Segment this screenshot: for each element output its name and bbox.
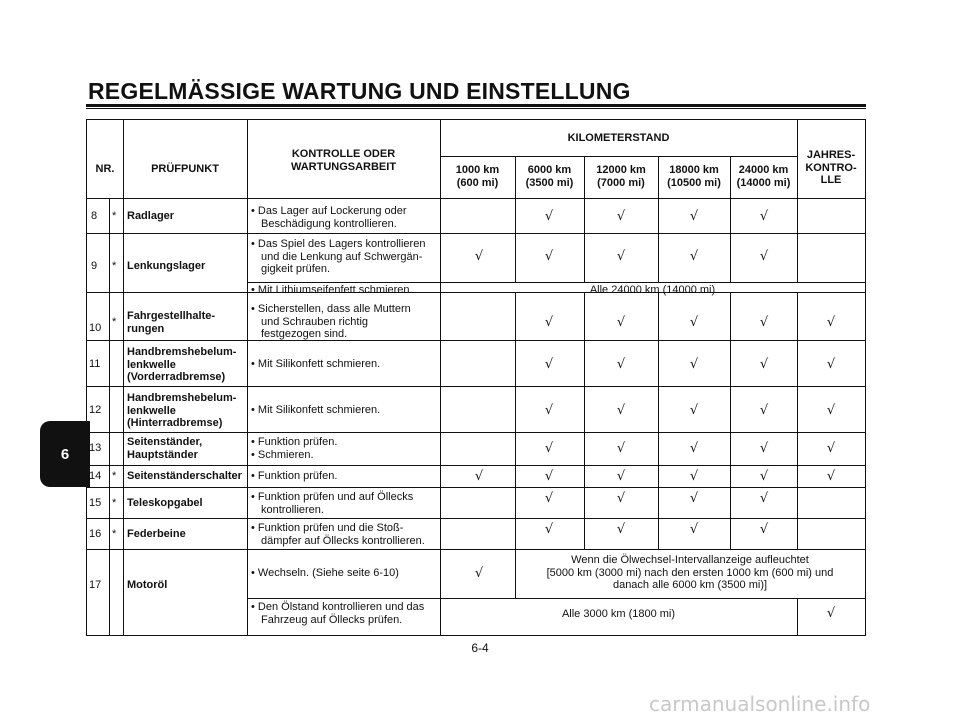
km-value: 24000 km [738,164,789,176]
action-line: • Das Spiel des Lagers kontrollieren [251,238,426,250]
check-mark: √ [826,315,836,330]
check-mark: √ [616,315,626,330]
item-line: (Hinterradbremse) [127,417,223,429]
interval-note: Alle 24000 km (14000 mi) [589,284,716,296]
row-nr: 14 [89,470,102,482]
row-star: * [112,470,117,482]
row-nr: 8 [91,210,98,222]
check-mark: √ [616,469,626,484]
grid-line [797,598,798,636]
row-star: * [112,497,117,509]
grid-line [87,465,865,466]
header-km-col [440,164,515,189]
check-mark: √ [544,209,554,224]
grid-line [87,386,865,387]
row-action [251,491,413,516]
grid-line [87,518,865,519]
check-mark: √ [689,441,699,456]
item-line: (Vorderradbremse) [127,371,226,383]
item-line: Seitenständer, [127,436,203,448]
km-value: 12000 km [596,164,646,176]
row-action: • Mit Silikonfett schmieren. [251,358,381,370]
item-line: Fahrgestellhalte- [127,310,216,322]
item-line: lenkwelle [127,358,176,371]
check-mark: √ [544,469,554,484]
grid-line [87,432,865,433]
row-star: * [112,316,117,328]
check-mark: √ [826,441,836,456]
title-rule [86,104,866,107]
row-nr: 15 [89,497,102,509]
row-item: Seitenständerschalter [127,470,242,482]
row-action: • Wechseln. (Siehe seite 6-10) [251,567,399,579]
check-mark: √ [689,469,699,484]
grid-line [247,282,865,283]
row-item [127,310,215,335]
header-km-col [658,164,730,189]
page-number: 6-4 [471,641,489,655]
check-mark: √ [826,403,836,418]
check-mark: √ [689,403,699,418]
row-nr: 11 [89,358,101,370]
header-jahres [797,149,865,187]
action-line: kontrollieren. [261,503,324,516]
header-kontrolle-line: KONTROLLE ODER [291,148,396,160]
check-mark: √ [474,566,484,581]
km-value: 6000 km [527,164,572,176]
row-nr: 10 [89,322,102,334]
action-line: und Schrauben richtig [261,315,369,328]
check-mark: √ [759,249,769,264]
action-line: Fahrzeug auf Öllecks prüfen. [261,613,403,626]
check-mark: √ [759,441,769,456]
check-mark: √ [689,491,699,506]
grid-line [658,292,659,549]
check-mark: √ [544,441,554,456]
grid-line [584,292,585,549]
row-item: Radlager [127,210,175,222]
row-action [251,238,425,276]
action-line: dämpfer auf Öllecks kontrollieren. [261,534,425,547]
maintenance-table [86,119,866,636]
grid-line [247,598,865,599]
header-nr: NR. [95,163,115,175]
action-line: • Schmieren. [251,448,314,461]
row-action: • Funktion prüfen. [251,470,338,482]
row-item [127,392,236,430]
check-mark: √ [616,209,626,224]
check-mark: √ [689,522,699,537]
row-item: Motoröl [127,579,168,591]
check-mark: √ [616,522,626,537]
mi-value: (10500 mi) [667,176,721,189]
mi-value: (7000 mi) [597,176,645,189]
action-line: • Funktion prüfen. [251,436,338,448]
row-nr: 17 [89,579,102,591]
header-km-col [515,164,584,189]
check-mark: √ [759,491,769,506]
grid-line [797,120,798,282]
header-km-col [584,164,658,189]
mi-value: (14000 mi) [736,176,791,189]
grid-line [87,340,865,341]
check-mark: √ [759,469,769,484]
check-mark: √ [689,357,699,372]
action-line: gigkeit prüfen. [261,263,331,275]
check-mark: √ [759,522,769,537]
action-line: Beschädigung kontrollieren. [261,217,397,230]
check-mark: √ [759,403,769,418]
check-mark: √ [689,315,699,330]
grid-line [730,292,731,549]
mi-value: (3500 mi) [525,176,574,189]
row-action [251,522,425,547]
header-pruefpunkt: PRÜFPUNKT [151,163,219,175]
row-nr: 12 [89,404,102,416]
row-item: Teleskopgabel [127,497,203,509]
item-line: Handbremshebelum- [127,346,237,358]
grid-line [440,156,797,157]
interval-note [515,554,865,592]
check-mark: √ [616,403,626,418]
check-mark: √ [689,209,699,224]
title-rule-thin [86,108,866,109]
grid-line [109,198,110,636]
header-kilometerstand: KILOMETERSTAND [567,132,670,144]
row-action [251,205,407,230]
action-line: • Den Ölstand kontrollieren und das [251,601,425,613]
check-mark: √ [474,249,484,264]
row-item: Federbeine [127,528,186,540]
grid-line [87,198,865,199]
check-mark: √ [616,441,626,456]
item-line: Handbremshebelum- [127,392,237,404]
item-line: rungen [127,322,165,335]
header-km-col [730,164,797,189]
row-nr: 9 [91,260,98,272]
check-mark: √ [826,357,836,372]
chapter-tab: 6 [40,421,90,487]
row-star: * [112,260,117,272]
grid-line [797,292,798,549]
row-item [127,346,236,384]
km-value: 18000 km [669,164,719,176]
row-action [251,436,337,461]
check-mark: √ [826,469,836,484]
row-star: * [112,210,117,222]
check-mark: √ [689,249,699,264]
check-mark: √ [544,403,554,418]
check-mark: √ [826,606,836,621]
check-mark: √ [544,315,554,330]
note-line: Wenn die Ölwechsel-Intervallanzeige aufleuchtet [571,554,809,566]
grid-line [87,233,865,234]
header-kontrolle [247,148,440,173]
row-nr: 13 [89,442,102,454]
row-item [127,436,202,461]
action-line: festgezogen sind. [261,328,348,340]
check-mark: √ [616,357,626,372]
item-line: lenkwelle [127,404,176,417]
check-mark: √ [616,249,626,264]
km-value: 1000 km [455,164,500,176]
action-line: • Funktion prüfen und auf Öllecks [251,491,414,503]
action-line: • Sicherstellen, dass alle Muttern [251,303,411,315]
check-mark: √ [544,249,554,264]
grid-line [87,487,865,488]
check-mark: √ [616,491,626,506]
check-mark: √ [544,522,554,537]
mi-value: (600 mi) [456,176,499,189]
item-line: Hauptständer [127,448,198,461]
row-nr: 16 [89,528,102,540]
interval-note: Alle 3000 km (1800 mi) [561,608,676,620]
grid-line [87,549,865,550]
header-jahres-line: JAHRES- [806,149,856,161]
action-line: • Das Lager auf Lockerung oder [251,205,407,217]
header-kontrolle-line: WARTUNGSARBEIT [290,160,397,173]
check-mark: √ [544,491,554,506]
row-action [251,303,411,341]
row-action: • Mit Silikonfett schmieren. [251,404,381,416]
action-line: und die Lenkung auf Schwergän- [261,250,423,263]
grid-line [515,292,516,598]
check-mark: √ [759,315,769,330]
row-item: Lenkungslager [127,260,206,272]
check-mark: √ [474,469,484,484]
header-jahres-line: KONTRO- [805,161,857,174]
row-star: * [112,528,117,540]
check-mark: √ [759,209,769,224]
note-line: [5000 km (3000 mi) nach den ersten 1000 km (600 mi) und [546,566,834,579]
page-title: REGELMÄSSIGE WARTUNG UND EINSTELLUNG [88,78,631,104]
action-line: • Funktion prüfen und die Stoß- [251,522,404,534]
check-mark: √ [544,357,554,372]
header-jahres-line: LLE [820,174,842,186]
note-line: danach alle 6000 km (3500 mi)] [612,579,768,591]
check-mark: √ [759,357,769,372]
row-action: • Mit Lithiumseifenfett schmieren. [251,284,413,296]
watermark: carmanualsonline.info [649,692,871,716]
row-action [251,601,424,626]
